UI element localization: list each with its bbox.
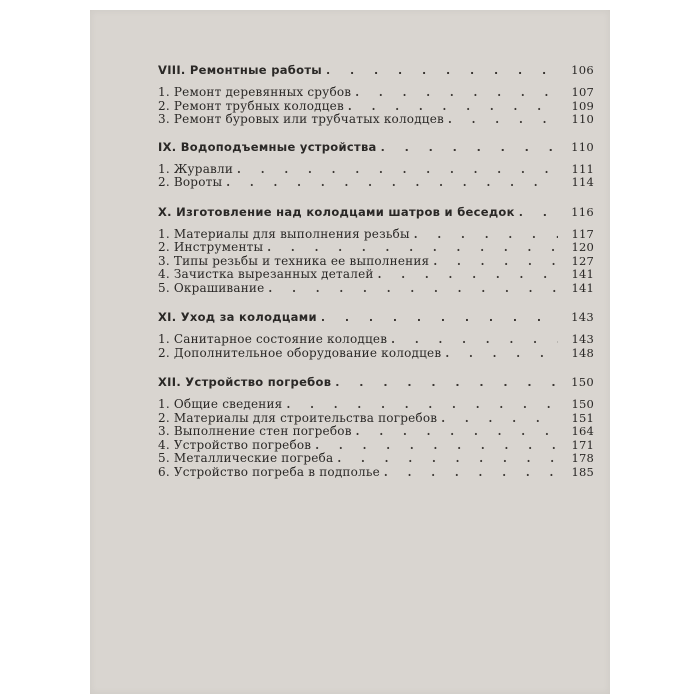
toc-section-x: [158, 204, 594, 296]
entry-title: 3. Выполнение стен погребов: [158, 424, 352, 438]
section-heading: [158, 139, 594, 155]
page-number: 114: [571, 175, 594, 189]
page-number: 116: [571, 204, 594, 219]
section-title: XII. Устройство погребов: [158, 375, 332, 389]
toc-entry: [158, 86, 594, 100]
entry-title: 1. Ремонт деревянных срубов: [158, 85, 352, 99]
toc-entry: [158, 176, 594, 190]
dot-leader: [337, 452, 558, 466]
toc-entry: [158, 425, 594, 439]
dot-leader: [267, 241, 558, 255]
section-heading: [158, 309, 594, 325]
page-number: 151: [571, 410, 594, 425]
page-number: 150: [571, 397, 594, 411]
dot-leader: [226, 176, 558, 190]
page-number: 178: [571, 451, 594, 465]
toc-entry: [158, 412, 594, 426]
toc-section-xi: [158, 309, 594, 360]
dot-leader: [441, 412, 558, 426]
entry-title: 5. Окрашивание: [158, 280, 265, 295]
page-number: 110: [571, 112, 594, 126]
dot-leader: [348, 100, 558, 114]
page-number: 106: [571, 63, 594, 77]
entry-title: 5. Металлические погреба: [158, 451, 334, 465]
page-number: 148: [571, 345, 594, 360]
dot-leader: [381, 140, 558, 156]
toc-entry: [158, 241, 594, 255]
dot-leader: [519, 205, 558, 221]
dot-leader: [448, 113, 558, 127]
dot-leader: [321, 310, 558, 326]
dot-leader: [378, 268, 558, 282]
page-number: 109: [571, 98, 594, 113]
entry-title: 1. Общие сведения: [158, 397, 283, 411]
toc-entry: [158, 113, 594, 127]
toc-section-xii: [158, 374, 594, 479]
dot-leader: [286, 398, 558, 412]
dot-leader: [268, 282, 558, 296]
entry-title: 2. Вороты: [158, 175, 223, 189]
page-number: 117: [571, 226, 594, 241]
table-of-contents: [158, 62, 594, 493]
dot-leader: [356, 425, 558, 439]
page-number: 141: [571, 267, 594, 281]
dot-leader: [335, 375, 558, 391]
dot-leader: [384, 466, 558, 480]
entry-title: 1. Журавли: [158, 161, 234, 176]
section-title: X. Изготовление над колодцами шатров и беседок: [158, 204, 515, 219]
dot-leader: [433, 255, 558, 269]
entry-title: 1. Материалы для выполнения резьбы: [158, 226, 410, 241]
dot-leader: [414, 228, 558, 242]
toc-entry: [158, 268, 594, 282]
entry-title: 2. Инструменты: [158, 240, 264, 254]
toc-entry: [158, 282, 594, 296]
toc-section-ix: [158, 139, 594, 190]
page-number: 120: [571, 240, 594, 254]
entry-title: 2. Дополнительное оборудование колодцев: [158, 345, 442, 360]
page-number: 143: [571, 310, 594, 324]
section-title: IX. Водоподъемные устройства: [158, 139, 377, 154]
section-title: VIII. Ремонтные работы: [158, 63, 322, 77]
toc-entry: [158, 398, 594, 412]
section-heading: [158, 204, 594, 220]
page-number: 110: [571, 139, 594, 154]
dot-leader: [315, 439, 558, 453]
toc-entry: [158, 228, 594, 242]
entry-title: 1. Санитарное состояние колодцев: [158, 332, 388, 346]
entry-title: 4. Устройство погребов: [158, 437, 312, 452]
toc-entry: [158, 333, 594, 347]
section-heading: [158, 374, 594, 390]
entry-title: 6. Устройство погреба в подполье: [158, 464, 380, 479]
entry-title: 2. Ремонт трубных колодцев: [158, 98, 344, 113]
section-title: XI. Уход за колодцами: [158, 310, 317, 324]
page-number: 127: [571, 253, 594, 268]
toc-entry: [158, 452, 594, 466]
dot-leader: [445, 347, 558, 361]
dot-leader: [391, 333, 558, 347]
toc-entry: [158, 466, 594, 480]
entry-title: 3. Ремонт буровых или трубчатых колодцев: [158, 112, 444, 126]
entry-title: 3. Типы резьбы и техника ее выполнения: [158, 253, 430, 268]
dot-leader: [355, 86, 558, 100]
dot-leader: [237, 163, 558, 177]
page-number: 171: [571, 437, 594, 452]
toc-section-viii: [158, 62, 594, 127]
toc-entry: [158, 163, 594, 177]
entry-title: 4. Зачистка вырезанных деталей: [158, 267, 374, 281]
dot-leader: [326, 63, 558, 79]
page-number: 150: [571, 375, 594, 389]
toc-entry: [158, 439, 594, 453]
toc-entry: [158, 347, 594, 361]
page-number: 111: [571, 161, 594, 176]
toc-entry: [158, 255, 594, 269]
entry-title: 2. Материалы для строительства погребов: [158, 410, 438, 425]
section-heading: [158, 62, 594, 78]
page-number: 164: [571, 424, 594, 438]
page-number: 107: [571, 85, 594, 99]
page-number: 143: [571, 332, 594, 346]
toc-entry: [158, 100, 594, 114]
page-number: 141: [571, 280, 594, 295]
page-number: 185: [571, 464, 594, 479]
